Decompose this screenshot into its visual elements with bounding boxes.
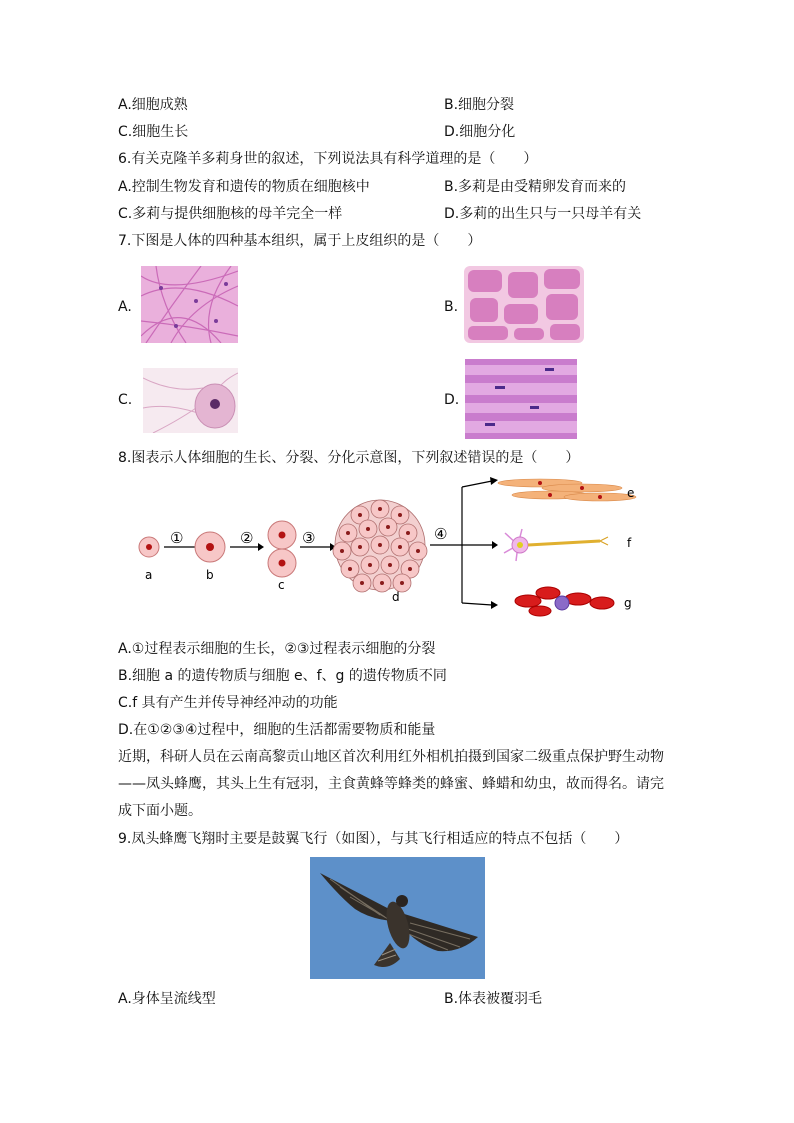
step-2-label: ② — [240, 529, 254, 547]
cell-e-label: e — [627, 486, 635, 500]
muscle-cross-section-image — [464, 266, 584, 343]
q9-stem: 9.凤头蜂鹰飞翔时主要是鼓翼飞行（如图），与其飞行相适应的特点不包括（ ） — [118, 831, 629, 847]
cell-division-diagram — [130, 475, 650, 625]
cell-d-label: d — [392, 590, 400, 604]
q8-option-b: B.细胞 a 的遗传物质与细胞 e、f、g 的遗传物质不同 — [118, 668, 447, 684]
q7-option-d-label: D. — [444, 392, 460, 408]
q6-option-d: D.多莉的出生只与一只母羊有关 — [444, 206, 642, 222]
q7-stem: 7.下图是人体的四种基本组织，属于上皮组织的是（ ） — [118, 233, 482, 249]
passage-line-2: ——凤头蜂鹰，其头上生有冠羽，主食黄蜂等蜂类的蜂蜜、蜂蜡和幼虫，故而得名。请完 — [118, 776, 664, 792]
skeletal-muscle-image — [465, 359, 577, 439]
step-3-label: ③ — [302, 529, 316, 547]
connective-tissue-image — [141, 266, 238, 343]
cell-f-label: f — [627, 536, 632, 550]
q8-stem: 8.图表示人体细胞的生长、分裂、分化示意图，下列叙述错误的是（ ） — [118, 450, 580, 466]
q9-option-b: B.体表被覆羽毛 — [444, 991, 543, 1007]
q5-option-c: C.细胞生长 — [118, 124, 189, 140]
q9-option-a: A.身体呈流线型 — [118, 991, 216, 1007]
passage-line-3: 成下面小题。 — [118, 803, 202, 819]
q6-option-c: C.多莉与提供细胞核的母羊完全一样 — [118, 206, 343, 222]
passage-line-1: 近期，科研人员在云南高黎贡山地区首次利用红外相机拍摄到国家二级重点保护野生动物 — [118, 749, 664, 765]
q7-option-c-label: C. — [118, 392, 133, 408]
cell-c-label: c — [278, 578, 285, 592]
hawk-photo — [310, 857, 485, 979]
cell-g-label: g — [624, 596, 632, 610]
q8-option-c: C.f 具有产生并传导神经冲动的功能 — [118, 695, 338, 711]
q8-option-a: A.①过程表示细胞的生长，②③过程表示细胞的分裂 — [118, 641, 436, 657]
step-1-label: ① — [170, 529, 184, 547]
q7-option-a-label: A. — [118, 299, 132, 315]
nerve-cell-image — [143, 368, 238, 433]
q7-option-b-label: B. — [444, 299, 459, 315]
q6-option-b: B.多莉是由受精卵发育而来的 — [444, 179, 627, 195]
q5-option-b: B.细胞分裂 — [444, 97, 515, 113]
q6-option-a: A.控制生物发育和遗传的物质在细胞核中 — [118, 179, 370, 195]
q6-stem: 6.有关克隆羊多莉身世的叙述，下列说法具有科学道理的是（ ） — [118, 151, 538, 167]
cell-a-label: a — [145, 568, 153, 582]
q5-option-d: D.细胞分化 — [444, 124, 516, 140]
step-4-label: ④ — [434, 525, 448, 543]
q8-option-d: D.在①②③④过程中，细胞的生活都需要物质和能量 — [118, 722, 436, 738]
q5-option-a: A.细胞成熟 — [118, 97, 188, 113]
cell-b-label: b — [206, 568, 214, 582]
